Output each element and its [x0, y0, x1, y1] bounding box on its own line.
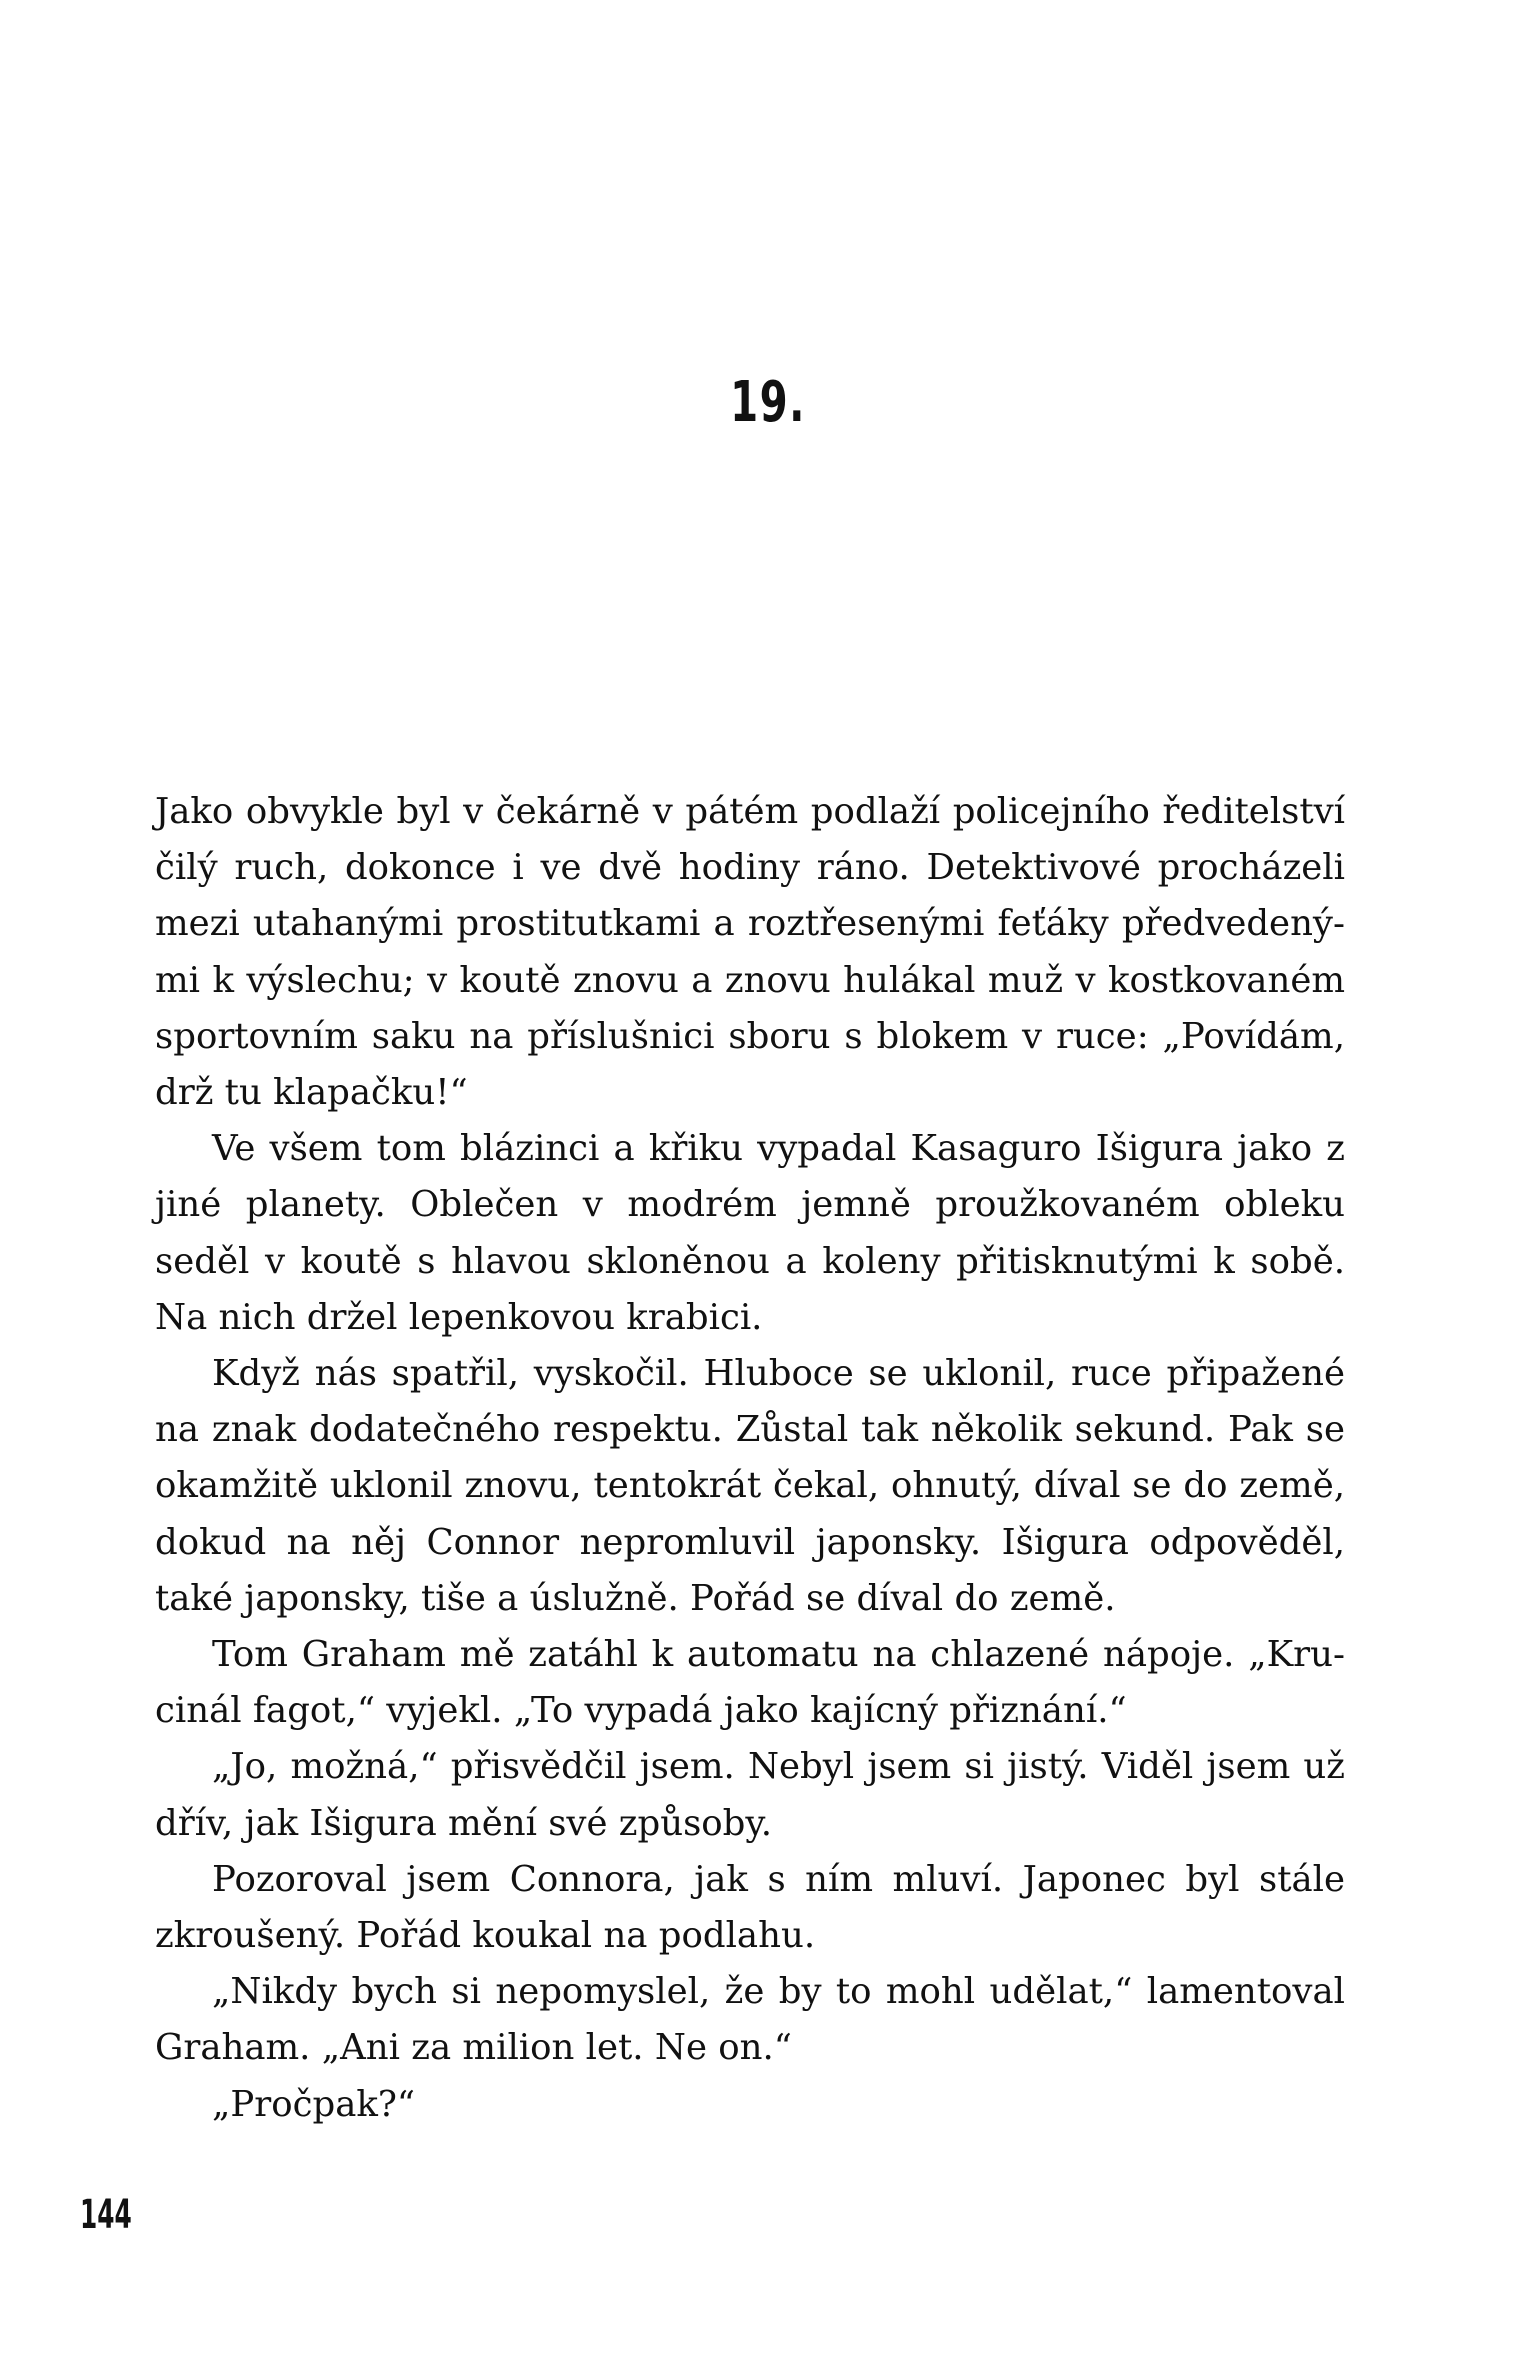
paragraph: „Nikdy bych si nepomyslel, že by to mohl udělat,“ lamentoval Graham. „Ani za milion let. Ne on.“ — [155, 1971, 1345, 2069]
paragraph: Pozoroval jsem Connora, jak s ním mluví. Japonec byl stále zkroušený. Pořád koukal na podlahu. — [155, 1858, 1345, 1957]
paragraph: Tom Graham mě zatáhl k automatu na chlazené nápoje. „Krucinál fagot,“ vyjekl. „To vypadá jako kajícný přiznání.“ — [155, 1634, 1345, 1732]
page-number: 144 — [80, 2192, 132, 2238]
chapter-number: 19. — [730, 370, 806, 435]
paragraph: Ve všem tom blázinci a křiku vypadal Kasaguro Išigura jako z jiné planety. Oblečen v modrém jemně proužkovaném obleku seděl v koutě s hlavou skloněnou a koleny přitisknutými k sobě. Na nich držel lepenkovou krabici. — [155, 1128, 1345, 1338]
paragraph: Když nás spatřil, vyskočil. Hluboce se uklonil, ruce připažené na znak dodatečného respektu. Zůstal tak několik sekund. Pak se okamžitě uklonil znovu, tentokrát čekal, ohnutý, díval se do země, dokud na něj Connor nepromluvil japonsky. Išigura odpověděl, také japonsky, tiše a úslužně. Pořád se díval do země. — [155, 1353, 1345, 1619]
paragraph: Jako obvykle byl v čekárně v pátém podlaží policejního ředitelství čilý ruch, dokonce i ve dvě hodiny ráno. Detektivové procházeli mezi utahanými prostitutkami a roztřesenými feťáky předvedenými k výslechu; v koutě znovu a znovu hulákal muž v kostkovaném sportovním saku na příslušnici sboru s blokem v ruce: „Povídám, drž tu klapačku!“ — [155, 791, 1345, 1114]
body-text — [155, 784, 1345, 2133]
paragraph: „Pročpak?“ — [212, 2083, 416, 2125]
paragraph: „Jo, možná,“ přisvědčil jsem. Nebyl jsem si jistý. Viděl jsem už dřív, jak Išigura mění své způsoby. — [155, 1746, 1345, 1844]
